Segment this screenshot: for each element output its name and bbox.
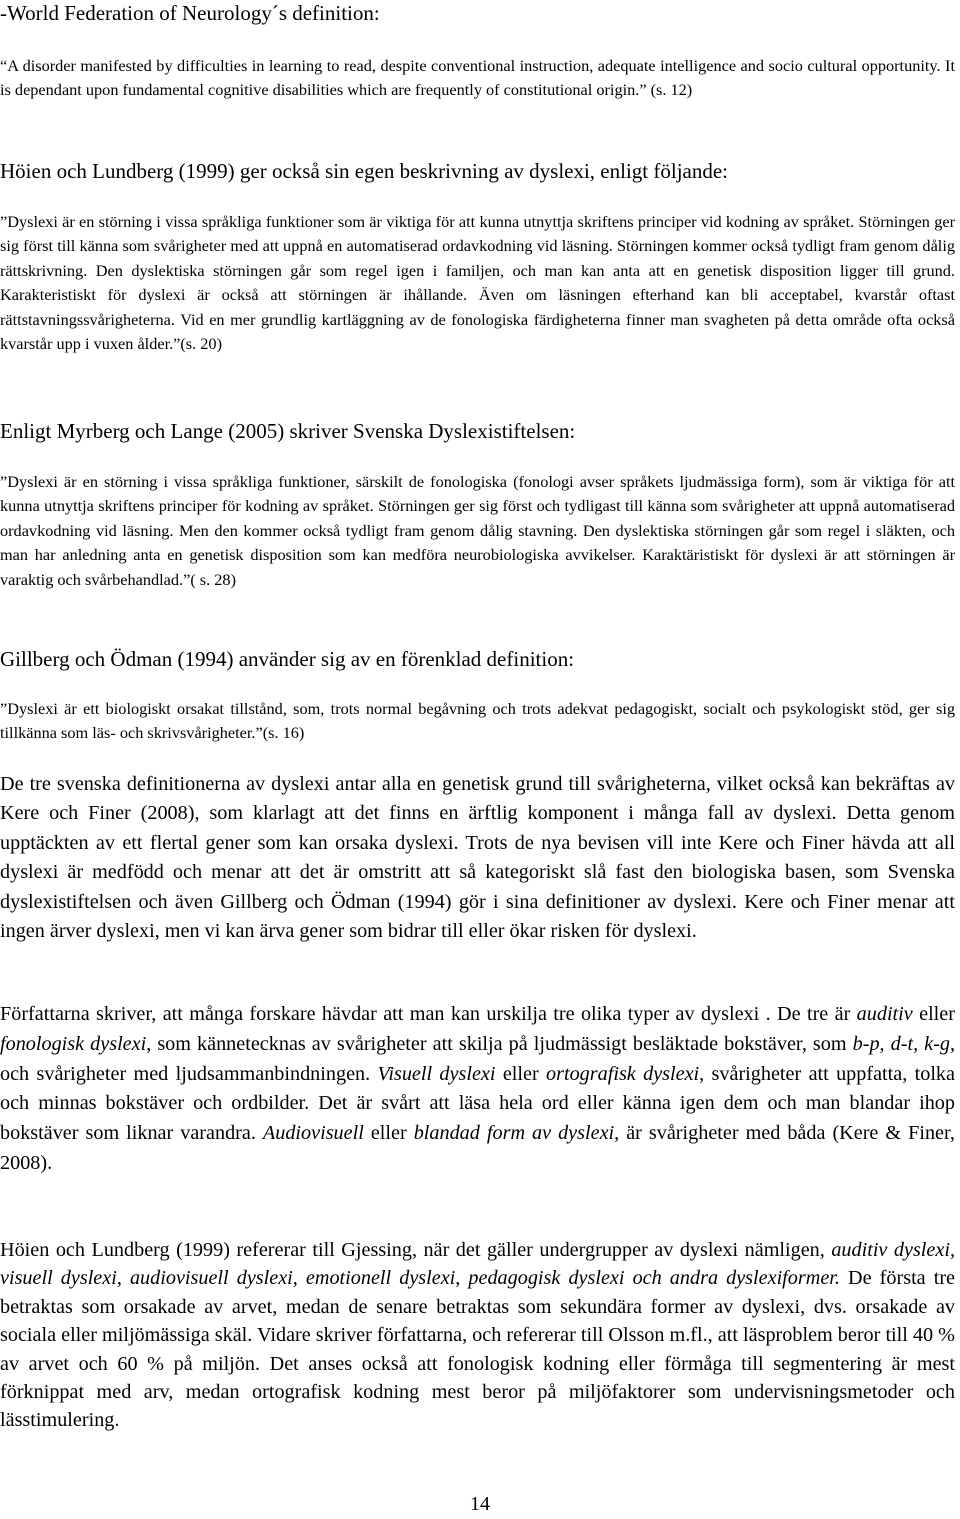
myrberg-quote: ”Dyslexi är en störning i vissa språkliga funktioner, särskilt de fonologiska (fonologi avser språkets ljudmässiga form), som är viktiga för att kunna utnyttja skriftens principer för kodning av språket. Störningen ger sig först och tydligast till känna som svårigheter att uppnå automatiserad ordavkodning vid läsning. Men den kommer också tydligt fram genom dålig stavning. Den dyslektiska störningen går som regel i släkten, och man har anledning anta en genetisk disposition som kan medföra neurobiologiska avvikelser. Karaktäristiskt för dyslexi är att störningen är varaktig och svårbehandlad.”( s. 28) xyxy=(0,472,955,589)
types-italic-4: Visuell dyslexi xyxy=(377,1062,496,1085)
myrberg-heading: Enligt Myrberg och Lange (2005) skriver Svenska Dyslexistiftelsen: xyxy=(0,419,576,443)
types-text-1: Författarna skriver, att många forskare hävdar att man kan urskilja tre olika typer av dyslexi . De tre är xyxy=(0,1003,857,1025)
types-italic-3: b-p, d-t, k-g xyxy=(852,1032,950,1055)
types-italic-2: fonologisk dyslexi xyxy=(0,1032,147,1055)
types-text-6: , svårigheter att uppfatta, tolka och minnas bokstäver och ordbilder. Det är svårt att läsa hela ord eller känna igen dem och man blandar ihop bokstäver som liknar varandra. xyxy=(0,1062,955,1145)
hoien-quote: ”Dyslexi är en störning i vissa språkliga funktioner som är viktiga för att kunna utnyttja skriftens principer vid kodning av språket. Störningen ger sig först till känna som svårigheter med att uppnå en automatiserad ordavkodning vid läsning. Störningen kommer också tydligt fram genom dålig rättskrivning. Den dyslektiska störningen går som regel igen i familjen, och man kan anta att en genetisk disposition ligger till grund. Karakteristiskt för dyslexi är också att störningen är ihållande. Även om läsningen efterhand kan bli acceptabel, kvarstår oftast rättstavningssvårigheterna. Vid en mer grundlig kartläggning av de fonologiska färdigheterna finner man svagheten på detta område ofta också kvarstår upp i vuxen ålder.”(s. 20) xyxy=(0,212,955,354)
subgroups-paragraph xyxy=(0,1236,955,1435)
types-text-5: eller xyxy=(495,1062,547,1085)
wfn-quote: “A disorder manifested by difficulties in learning to read, despite conventional instruction, adequate intelligence and socio cultural opportunity. It is dependant upon fundamental cognitive disabilities which are frequently of constitutional origin.” (s. 12) xyxy=(0,56,955,100)
subgroups-text-2: De första tre betraktas som orsakade av arvet, medan de senare betraktas som sekundära former av dyslexi, dvs. orsakade av sociala eller miljömässiga skäl. Vidare skriver författarna, och refererar till Olsson m.fl., att läsproblem beror till 40 % av arvet och 60 % på miljön. Det anses också att fonologisk kodning eller förmåga till segmentering är mest förknippat med arv, medan ortografisk kodning mest beror på miljöfaktorer som undervisningsmetoder och lässtimulering. xyxy=(0,1267,956,1432)
subgroups-text-1: Höien och Lundberg (1999) refererar till Gjessing, när det gäller undergrupper av dyslexi nämligen, xyxy=(0,1239,832,1261)
types-italic-5: ortografisk dyslexi xyxy=(546,1062,700,1085)
types-italic-1: auditiv xyxy=(856,1003,913,1025)
subgroups-italic-1: auditiv dyslexi, visuell dyslexi, audiovisuell dyslexi, emotionell dyslexi, pedagogisk dyslexi och andra dyslexiformer. xyxy=(0,1239,955,1290)
types-text-4: , och svårigheter med ljudsammanbindningen. xyxy=(0,1032,955,1085)
dyslexia-types-paragraph xyxy=(0,1000,955,1179)
gillberg-quote: ”Dyslexi är ett biologiskt orsakat tillstånd, som, trots normal begåvning och trots adekvat pedagogiskt, socialt och psykologiskt stöd, ger sig tillkänna som läs- och skrivsvårigheter.”(s. 16) xyxy=(0,699,955,743)
gillberg-heading: Gillberg och Ödman (1994) använder sig av en förenklad definition: xyxy=(0,647,575,671)
types-text-2: eller xyxy=(912,1003,955,1025)
types-text-8: , är svårigheter med båda (Kere & Finer, 2008). xyxy=(0,1122,955,1174)
genetic-paragraph: De tre svenska definitionerna av dyslexi antar alla en genetisk grund till svårigheterna, vilket också kan bekräftas av Kere och Finer (2008), som klarlagt att det finns en ärftlig komponent i många fall av dyslexi. Detta genom upptäckten av ett flertal gener som kan orsaka dyslexi. Trots de nya bevisen vill inte Kere och Finer hävda att all dyslexi är medfödd och menar att det är omstritt att så kategoriskt slå fast den biologiska basen, som Svenska dyslexistiftelsen och även Gillberg och Ödman (1994) gör i sina definitioner av dyslexi. Kere och Finer menar att ingen ärver dyslexi, men vi kan ärva gener som bidrar till eller ökar risken för dyslexi. xyxy=(0,773,955,943)
page-number: 14 xyxy=(470,1493,490,1515)
types-text-7: eller xyxy=(363,1122,414,1145)
hoien-heading: Höien och Lundberg (1999) ger också sin egen beskrivning av dyslexi, enligt följande: xyxy=(0,159,729,183)
types-italic-6: Audiovisuell xyxy=(262,1122,364,1145)
types-text-3: , som kännetecknas av svårigheter att skilja på ljudmässigt besläktade bokstäver, som xyxy=(146,1032,853,1055)
wfn-heading: -World Federation of Neurology´s definition: xyxy=(0,1,380,25)
types-italic-7: blandad form av dyslexi xyxy=(413,1122,615,1145)
